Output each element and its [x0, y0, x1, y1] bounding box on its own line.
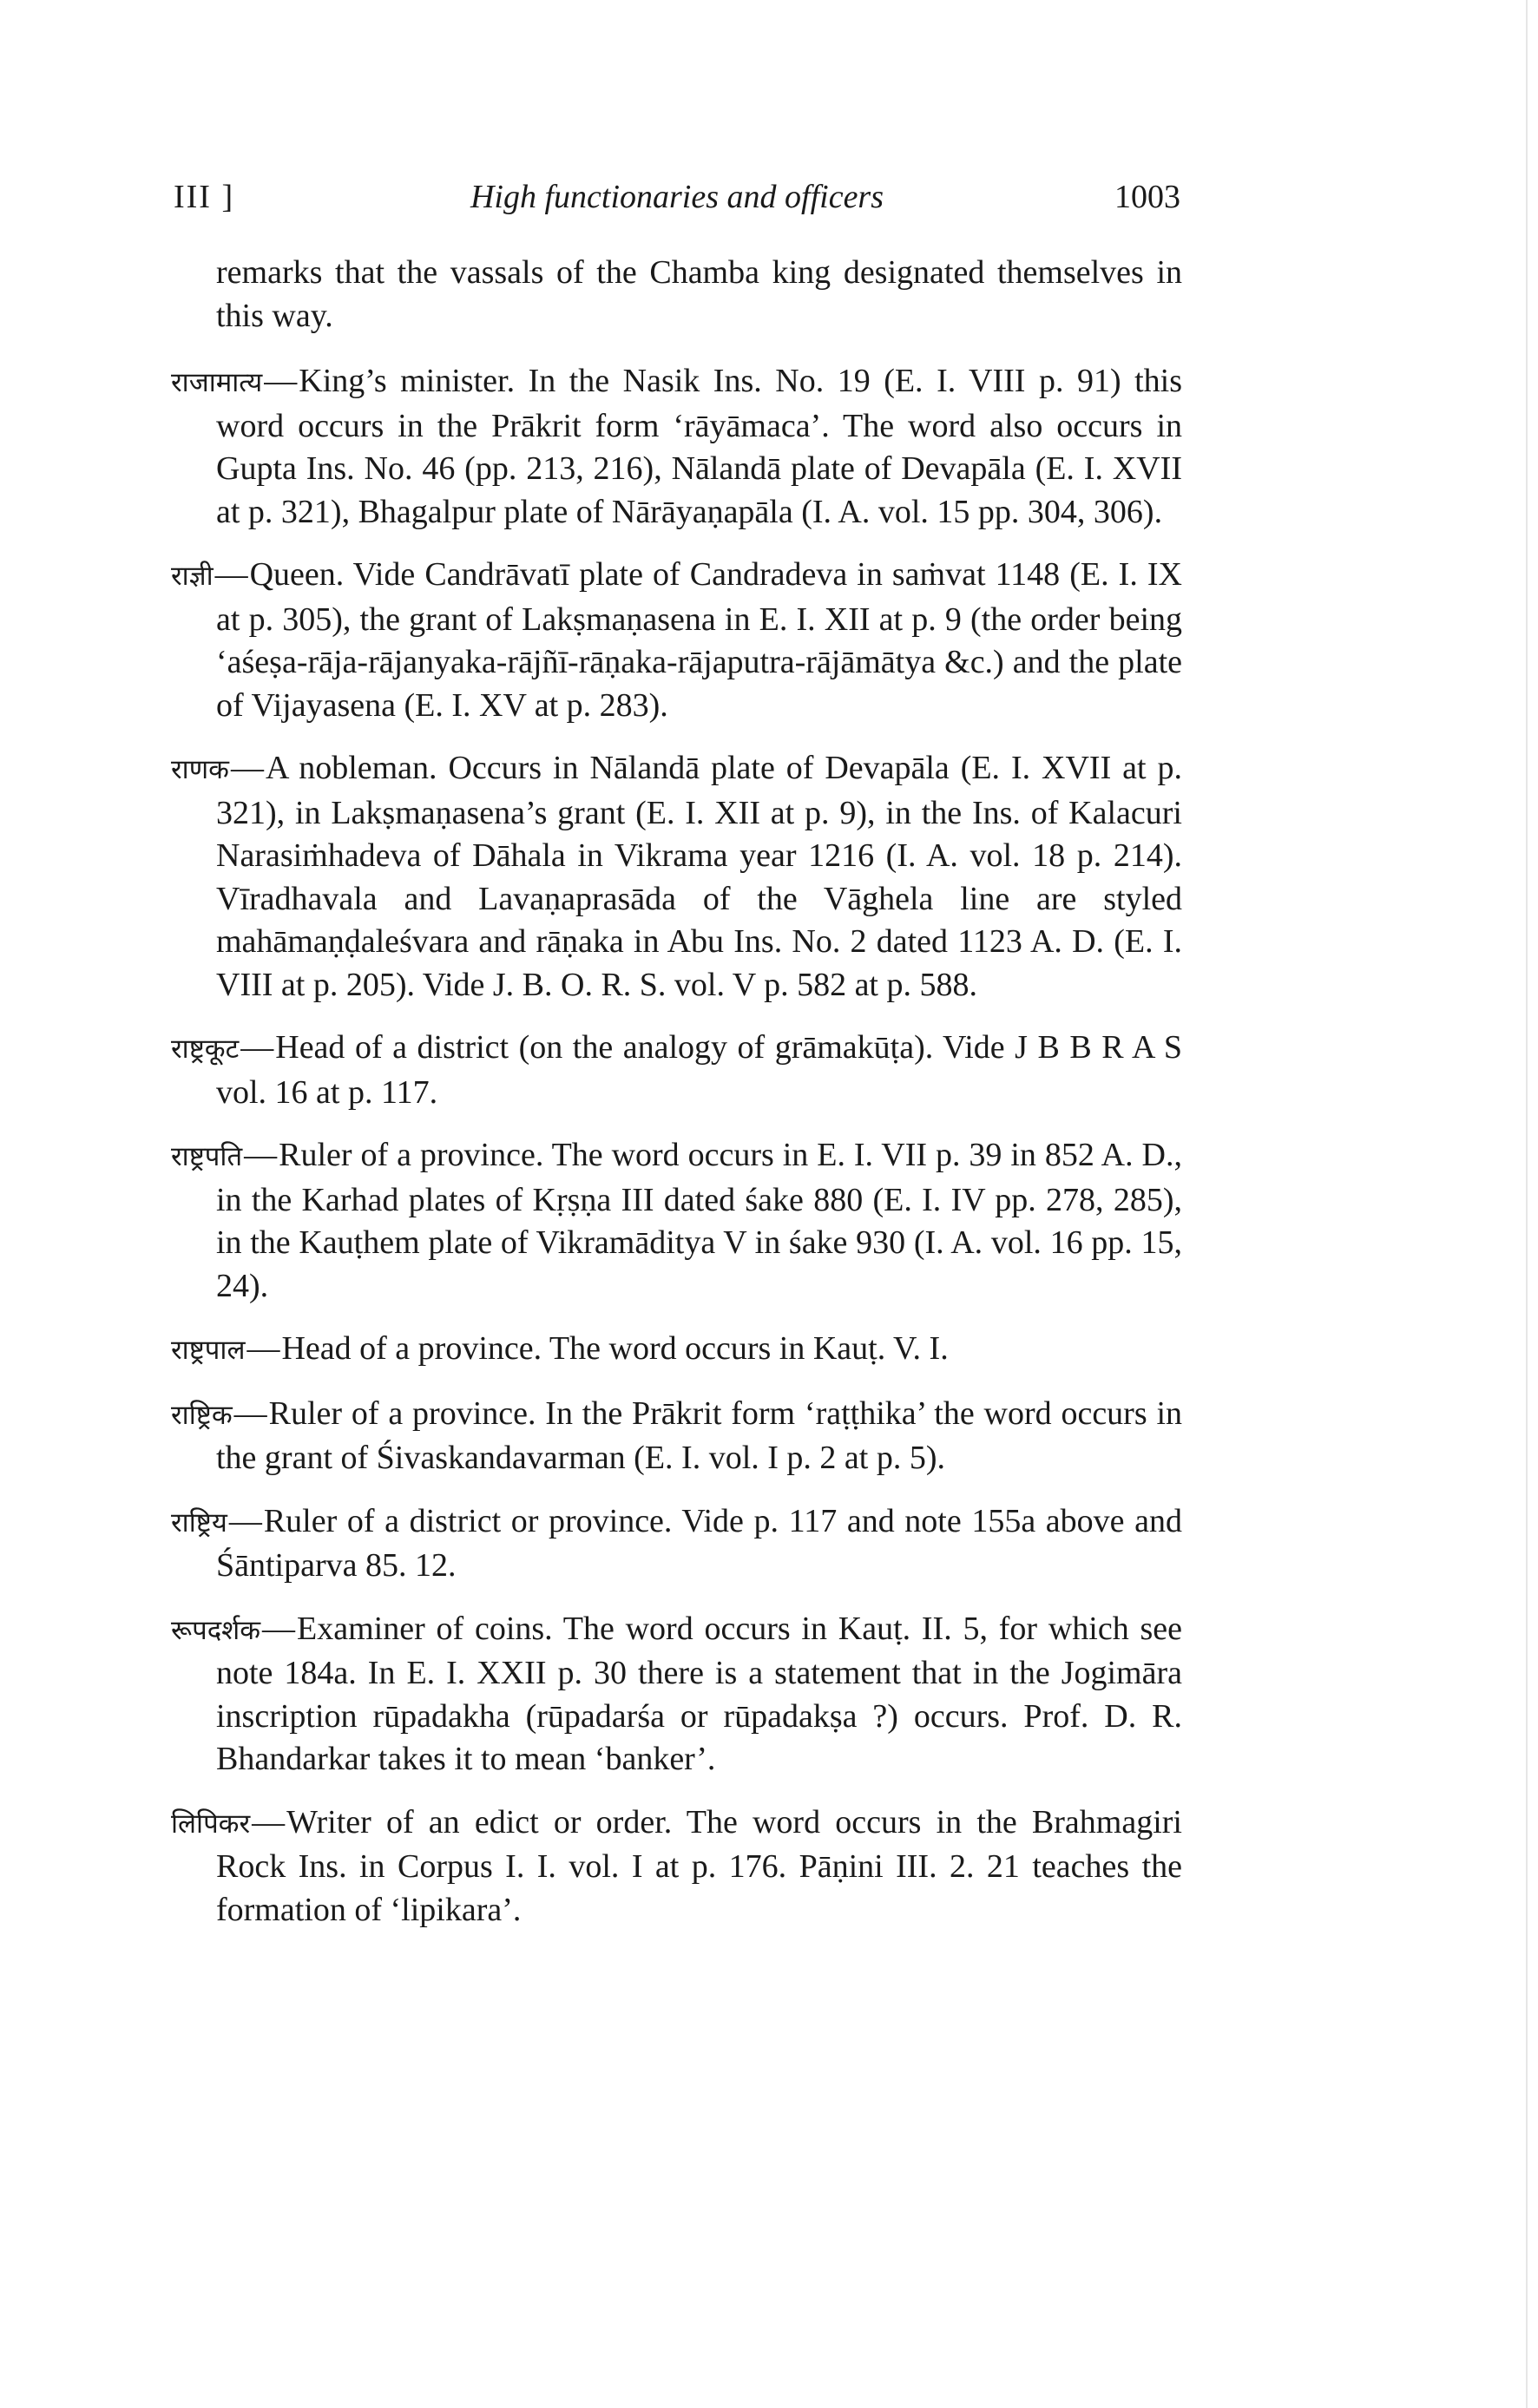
headword: राष्ट्रपाल — [171, 1335, 246, 1366]
entry-rashtrakuta: राष्ट्रकूट—Head of a district (on the analogy of grāmakūṭa). Vide J B B R A S vol. 16 at p. 117. — [171, 1029, 1182, 1111]
entry-text: King’s minister. In the Nasik Ins. No. 19 (E. I. VIII p. 91) this word occurs in the Prākrit form ‘rāyāmaca’. The word also occurs in Gupta Ins. No. 46 (pp. 213, 216), Nālandā plate of Devapāla (E. I. XVII at p. 321), Bhagalpur plate of Nārāyaṇapāla (I. A. vol. 15 pp. 304, 306). — [216, 363, 1182, 530]
entry-lipikara: लिपिकर—Writer of an edict or order. The word occurs in the Brahmagiri Rock Ins. in Corpus I. I. vol. I at p. 176. Pāṇini III. 2. 21 teaches the formation of ‘lipikara’. — [171, 1803, 1182, 1928]
headword: राष्ट्रकूट — [171, 1033, 240, 1065]
running-title: High functionaries and officers — [470, 179, 884, 215]
entry-rajni: राज्ञी—Queen. Vide Candrāvatī plate of Candradeva in saṁvat 1148 (E. I. IX at p. 305), the grant of Lakṣmaṇasena in E. I. XII at p. 9 (the order being ‘aśeṣa-rāja-rājanyaka-rājñī-rāṇaka-rājaputra-rājāmātya &c.) and the plate of Vijayasena (E. I. XV at p. 283). — [171, 556, 1182, 724]
headword: राष्ट्रिक — [171, 1399, 233, 1431]
entry-rupadarshaka: रूपदर्शक—Examiner of coins. The word occurs in Kauṭ. II. 5, for which see note 184a. In E. I. XXII p. 30 there is a statement that in the Jogimāra inscription rūpadakha (rūpadarśa or rūpadakṣa ?) occurs. Prof. D. R. Bhandarkar takes it to mean ‘banker’. — [171, 1610, 1182, 1777]
scan-edge-line — [1526, 0, 1528, 2408]
headword: राजामात्य — [171, 367, 263, 398]
entry-text: Ruler of a province. In the Prākrit form ‘raṭṭhika’ the word occurs in the grant of Śivaskandavarman (E. I. vol. I p. 2 at p. 5). — [216, 1394, 1182, 1476]
headword: लिपिकर — [171, 1808, 251, 1840]
entry-rashtrika: राष्ट्रिक—Ruler of a province. In the Prākrit form ‘raṭṭhika’ the word occurs in the grant of Śivaskandavarman (E. I. vol. I p. 2 at p. 5). — [171, 1394, 1182, 1476]
continuation-paragraph: remarks that the vassals of the Chamba king designated themselves in this way. — [216, 254, 1182, 334]
headword: राष्ट्रपति — [171, 1141, 243, 1172]
entry-rajamatya: राजामात्य—King’s minister. In the Nasik Ins. No. 19 (E. I. VIII p. 91) this word occurs in the Prākrit form ‘rāyāmaca’. The word also occurs in Gupta Ins. No. 46 (pp. 213, 216), Nālandā plate of Devapāla (E. I. XVII at p. 321), Bhagalpur plate of Nārāyaṇapāla (I. A. vol. 15 pp. 304, 306). — [171, 363, 1182, 530]
entry-text: Queen. Vide Candrāvatī plate of Candradeva in saṁvat 1148 (E. I. IX at p. 305), the grant of Lakṣmaṇasena in E. I. XII at p. 9 (the order being ‘aśeṣa-rāja-rājanyaka-rājñī-rāṇaka-rājaputra-rājāmātya &c.) and the plate of Vijayasena (E. I. XV at p. 283). — [216, 556, 1182, 724]
section-marker: III ] — [174, 179, 235, 215]
entry-text: Ruler of a province. The word occurs in E. I. VII p. 39 in 852 A. D., in the Karhad plates of Kṛṣṇa III dated śake 880 (E. I. IV pp. 278, 285), in the Kauṭhem plate of Vikramāditya V in śake 930 (I. A. vol. 16 pp. 15, 24). — [216, 1137, 1182, 1304]
headword: राणक — [171, 754, 229, 785]
headword: रूपदर्शक — [171, 1614, 261, 1646]
headword: राज्ञी — [171, 561, 214, 592]
page-body — [171, 252, 1182, 1952]
entry-text: Writer of an edict or order. The word occurs in the Brahmagiri Rock Ins. in Corpus I. I. vol. I at p. 176. Pāṇini III. 2. 21 teaches the formation of ‘lipikara’. — [216, 1803, 1182, 1928]
entry-rashtriya: राष्ट्रिय—Ruler of a district or province. Vide p. 117 and note 155a above and Śāntiparva 85. 12. — [171, 1502, 1182, 1584]
entry-text: Examiner of coins. The word occurs in Kauṭ. II. 5, for which see note 184a. In E. I. XXII p. 30 there is a statement that in the Jogimāra inscription rūpadakha (rūpadarśa or rūpadakṣa ?) occurs. Prof. D. R. Bhandarkar takes it to mean ‘banker’. — [216, 1610, 1182, 1777]
entry-text: Head of a province. The word occurs in Kauṭ. V. I. — [281, 1330, 949, 1367]
page-number: 1003 — [1114, 179, 1180, 215]
entry-rashtrapala: राष्ट्रपाल—Head of a province. The word occurs in Kauṭ. V. I. — [171, 1330, 949, 1367]
page-header — [174, 178, 1180, 230]
entry-text: A nobleman. Occurs in Nālandā plate of Devapāla (E. I. XVII at p. 321), in Lakṣmaṇasena’s grant (E. I. XII at p. 9), in the Ins. of Kalacuri Narasiṁhadeva of Dāhala in Vikrama year 1216 (I. A. vol. 18 p. 214). Vīradhavala and Lavaṇaprasāda of the Vāghela line are styled mahāmaṇḍaleśvara and rāṇaka in Abu Ins. No. 2 dated 1123 A. D. (E. I. VIII at p. 205). Vide J. B. O. R. S. vol. V p. 582 at p. 588. — [216, 750, 1182, 1003]
entry-text: Ruler of a district or province. Vide p. 117 and note 155a above and Śāntiparva 85. 12. — [216, 1502, 1182, 1584]
headword: राष्ट्रिय — [171, 1506, 227, 1539]
entry-rashtrapati: राष्ट्रपति—Ruler of a province. The word occurs in E. I. VII p. 39 in 852 A. D., in the Karhad plates of Kṛṣṇa III dated śake 880 (E. I. IV pp. 278, 285), in the Kauṭhem plate of Vikramāditya V in śake 930 (I. A. vol. 16 pp. 15, 24). — [171, 1137, 1182, 1304]
entry-ranaka: राणक—A nobleman. Occurs in Nālandā plate of Devapāla (E. I. XVII at p. 321), in Lakṣmaṇasena’s grant (E. I. XII at p. 9), in the Ins. of Kalacuri Narasiṁhadeva of Dāhala in Vikrama year 1216 (I. A. vol. 18 p. 214). Vīradhavala and Lavaṇaprasāda of the Vāghela line are styled mahāmaṇḍaleśvara and rāṇaka in Abu Ins. No. 2 dated 1123 A. D. (E. I. VIII at p. 205). Vide J. B. O. R. S. vol. V p. 582 at p. 588. — [171, 750, 1182, 1003]
entry-text: Head of a district (on the analogy of grāmakūṭa). Vide J B B R A S vol. 16 at p. 117. — [216, 1029, 1182, 1111]
